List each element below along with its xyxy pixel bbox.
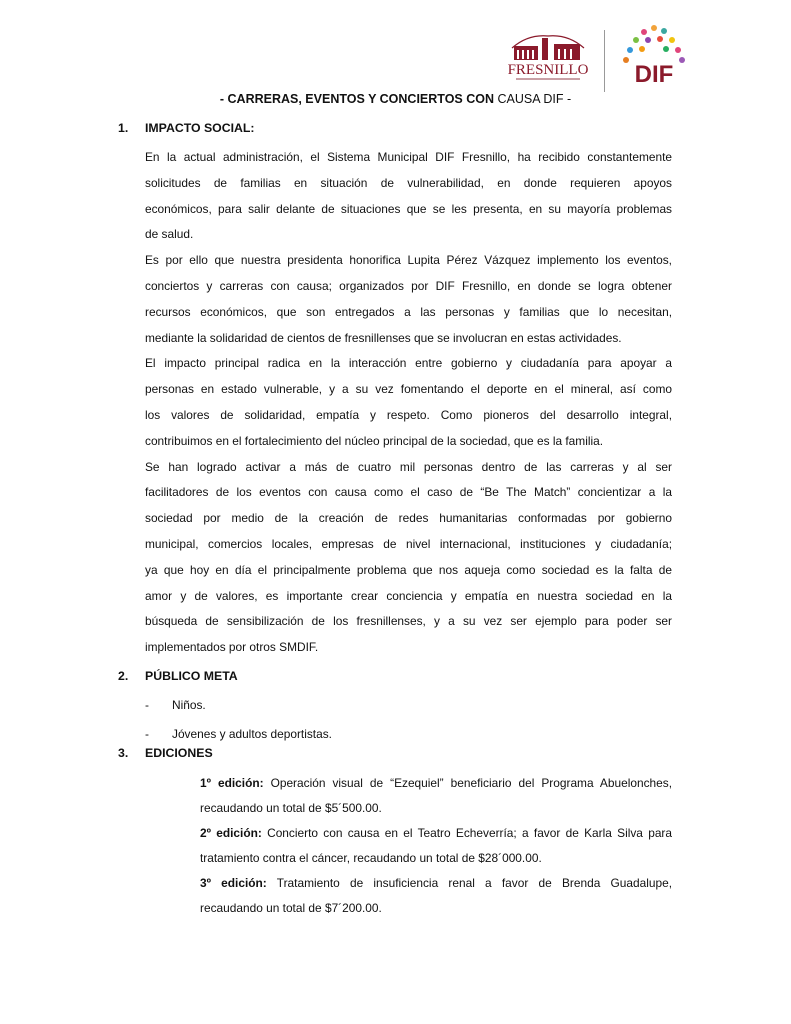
edition-line: tratamiento contra el cáncer, recaudando un total de $28´000.00.	[200, 851, 542, 865]
paragraph-line: búsqueda de sensibilización de los fresnillenses, y a su vez ser ejemplo para poder ser	[145, 614, 672, 629]
section-number: 2.	[118, 669, 129, 683]
edition-line	[200, 875, 672, 891]
paragraph-line: solicitudes de familias en situación de vulnerabilidad, en donde requieren apoyos	[145, 175, 672, 190]
title-bold: - CARRERAS, EVENTOS Y CONCIERTOS CON	[219, 92, 495, 106]
edition-label: 3º edición:	[200, 876, 267, 890]
section-title: PÚBLICO META	[145, 669, 238, 683]
paragraph-line: implementados por otros SMDIF.	[145, 640, 319, 655]
bullet-text: Jóvenes y adultos deportistas.	[172, 726, 332, 741]
section-number: 1.	[118, 121, 129, 135]
edition-line: recaudando un total de $7´200.00.	[200, 901, 382, 915]
page-title	[0, 92, 791, 106]
edition-text: Operación visual de “Ezequiel” beneficiario del Programa Abuelonches,	[263, 776, 672, 790]
bullet-dash: -	[145, 726, 149, 741]
paragraph-line: sociedad por medio de la creación de redes humanitarias conformadas por gobierno	[145, 511, 672, 526]
paragraph-line: municipal, comercios locales, empresas de nivel internacional, instituciones y ciudadanía;	[145, 537, 672, 551]
edition-text: Tratamiento de insuficiencia renal a favor de Brenda Guadalupe,	[266, 876, 673, 890]
bullet-dash: -	[145, 698, 149, 712]
paragraph-line: contribuimos en el fortalecimiento del núcleo principal de la sociedad, que es la familia.	[145, 433, 604, 448]
paragraph-line: personas en estado vulnerable, y a su vez fomentando el deporte en el mineral, así como	[145, 382, 672, 397]
edition-label: 2º edición:	[200, 826, 262, 840]
section-heading	[118, 745, 213, 761]
section-title: IMPACTO SOCIAL:	[145, 121, 255, 135]
svg-text:FRESNILLO: FRESNILLO	[507, 62, 589, 78]
paragraph-line: ya que hoy en día el principalmente problema que nos aqueja como sociedad es la falta de	[145, 562, 672, 577]
title-normal: CAUSA DIF -	[494, 92, 572, 106]
dif-logo	[614, 22, 692, 92]
svg-text:DIF: DIF	[634, 61, 674, 88]
paragraph-line: conciertos y carreras con causa; organizados por DIF Fresnillo, en donde se logra obtener	[145, 279, 672, 293]
list-item	[145, 697, 206, 713]
paragraph-line: Se han logrado activar a más de cuatro mil personas dentro de las carreras y al ser	[145, 459, 672, 474]
edition-line	[200, 775, 672, 791]
fresnillo-logo	[498, 22, 598, 84]
paragraph-line: Es por ello que nuestra presidenta honorifica Lupita Pérez Vázquez implemento los eventos,	[145, 253, 672, 268]
logo-divider	[604, 30, 605, 92]
edition-label: 1º edición:	[200, 776, 264, 790]
paragraph-line: amor y de valores, es importante crear conciencia y empatía en nuestra sociedad en la	[145, 588, 672, 603]
paragraph-line: recursos económicos, que son entregados a las personas y familias que lo necesitan,	[145, 304, 672, 319]
edition-line	[200, 825, 672, 841]
paragraph-line: los valores de solidaridad, empatía y respeto. Como pioneros del desarrollo integral,	[145, 408, 672, 422]
paragraph-line: económicos, para salir delante de situaciones que se les presenta, en su mayoría problemas	[145, 201, 672, 216]
paragraph-line: En la actual administración, el Sistema Municipal DIF Fresnillo, ha recibido constantemente	[145, 150, 672, 164]
edition-text: Concierto con causa en el Teatro Echeverría; a favor de Karla Silva para	[261, 826, 673, 840]
section-heading	[118, 120, 255, 136]
paragraph-line: facilitadores de los eventos con causa como el caso de “Be The Match” concientizar a la	[145, 485, 672, 500]
paragraph-line: El impacto principal radica en la interacción entre gobierno y ciudadanía para apoyar a	[145, 356, 672, 371]
list-item	[145, 726, 332, 742]
edition-line: recaudando un total de $5´500.00.	[200, 801, 382, 815]
bullet-text: Niños.	[172, 698, 206, 712]
paragraph-line: de salud.	[145, 227, 194, 242]
section-heading	[118, 668, 238, 684]
paragraph-line: mediante la solidaridad de cientos de fresnillenses que se involucran en estas actividades.	[145, 330, 622, 345]
section-title: EDICIONES	[145, 746, 213, 760]
section-number: 3.	[118, 746, 129, 760]
